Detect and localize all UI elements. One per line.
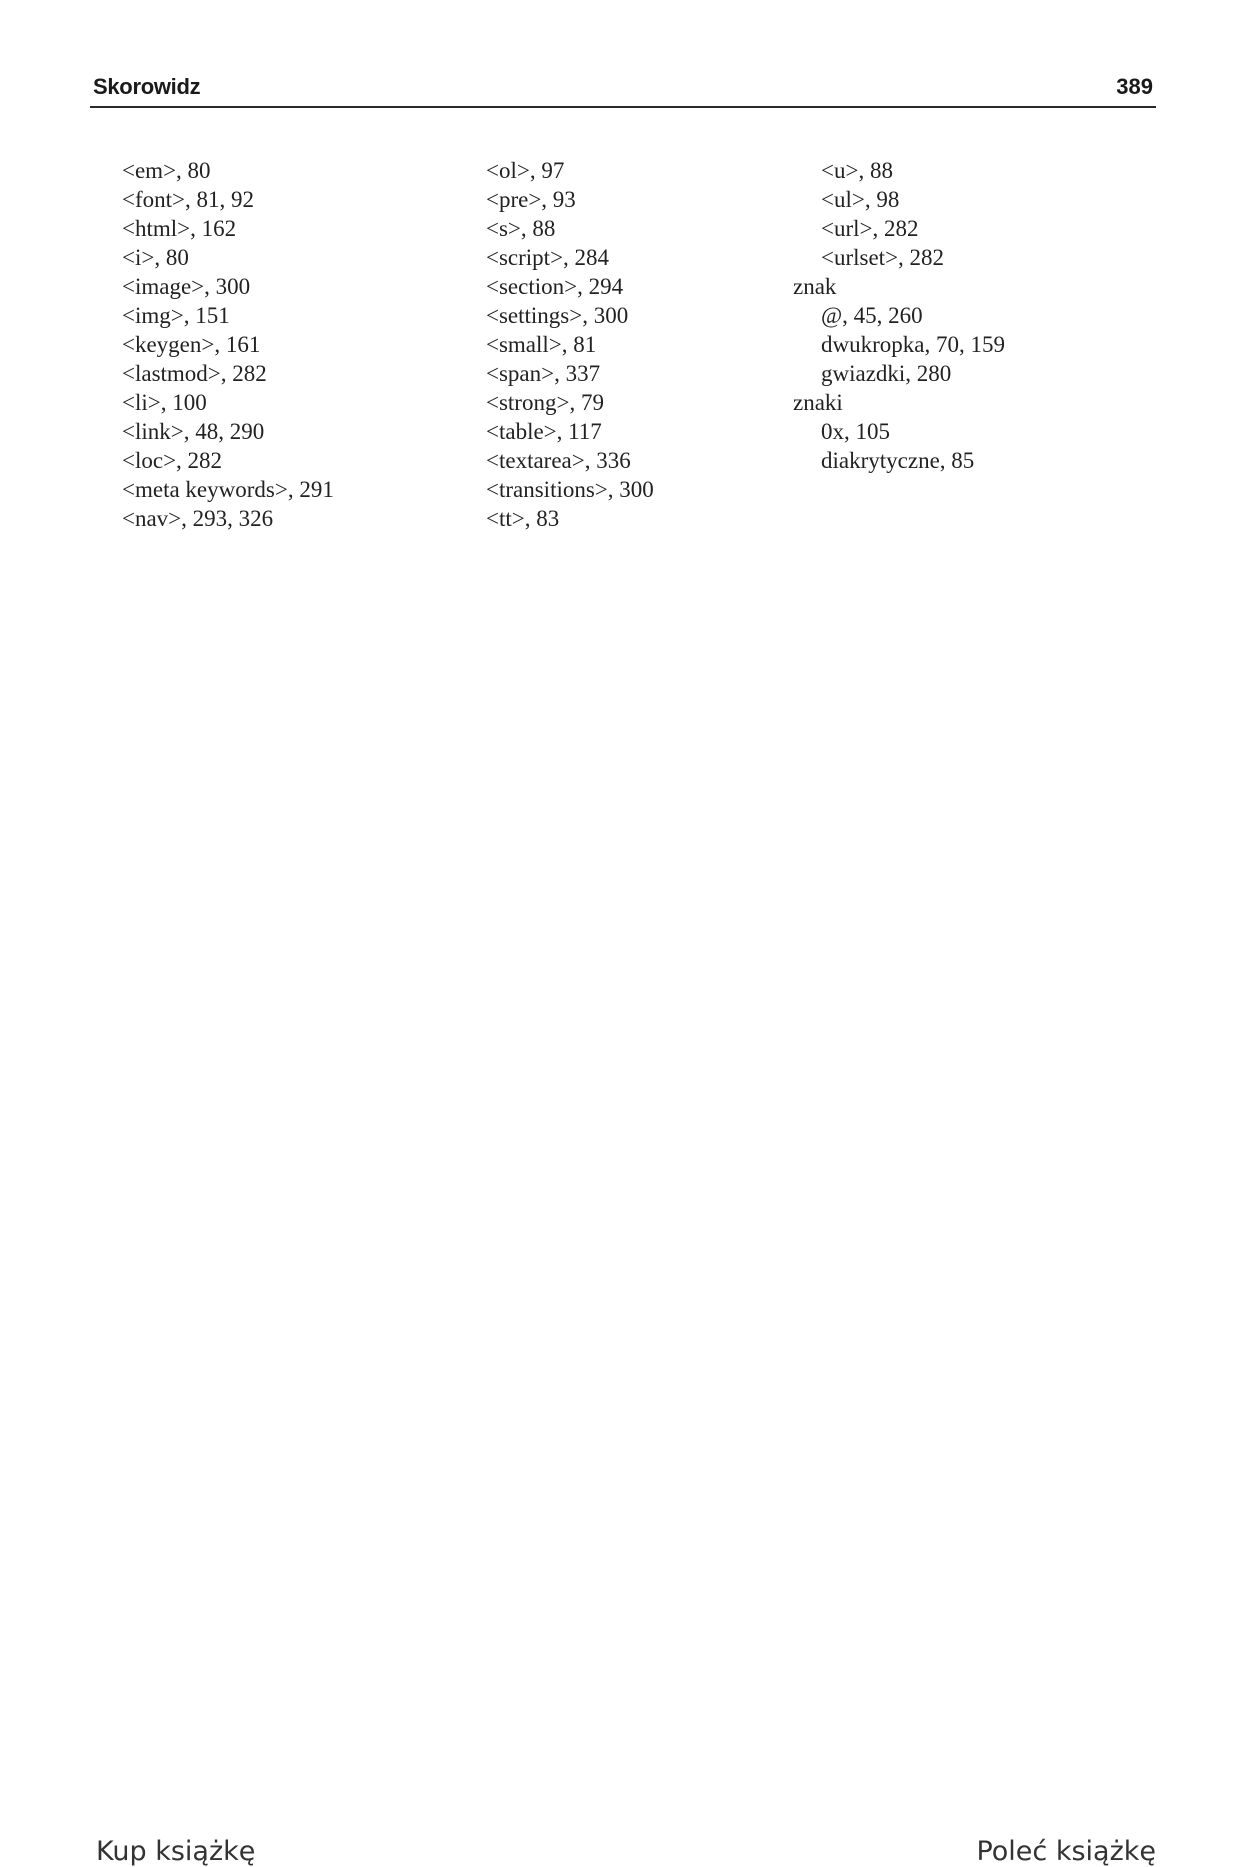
index-entry: <li>, 100	[122, 390, 207, 415]
index-entry: @, 45, 260	[821, 303, 923, 328]
index-entry: <ul>, 98	[821, 187, 900, 212]
index-entry: <html>, 162	[122, 216, 237, 241]
index-column-3	[793, 156, 1005, 475]
index-entry: <i>, 80	[122, 245, 189, 270]
index-entry: 0x, 105	[821, 419, 890, 444]
index-entry: <s>, 88	[486, 216, 556, 241]
index-entry: <strong>, 79	[486, 390, 604, 415]
index-entry: <keygen>, 161	[122, 332, 261, 357]
index-entry: <section>, 294	[486, 274, 624, 299]
index-entry: <table>, 117	[486, 419, 602, 444]
index-entry: <textarea>, 336	[486, 448, 631, 473]
index-entry: <nav>, 293, 326	[122, 506, 274, 531]
recommend-book-link[interactable]: Poleć książkę	[976, 1836, 1156, 1867]
index-entry: <url>, 282	[821, 216, 919, 241]
index-entry: <u>, 88	[821, 158, 893, 183]
index-entry: <loc>, 282	[122, 448, 223, 473]
index-entry: <transitions>, 300	[486, 477, 654, 502]
index-entry: gwiazdki, 280	[821, 361, 952, 386]
index-entry: <urlset>, 282	[821, 245, 945, 270]
index-column-1	[94, 156, 334, 533]
index-entry: diakrytyczne, 85	[821, 448, 975, 473]
index-entry: <lastmod>, 282	[122, 361, 267, 386]
index-entry: <span>, 337	[486, 361, 601, 386]
index-entry: <img>, 151	[122, 303, 230, 328]
page-number: 389	[1116, 74, 1153, 99]
index-entry: <ol>, 97	[486, 158, 565, 183]
index-entry: <tt>, 83	[486, 506, 560, 531]
index-entry: <image>, 300	[122, 274, 251, 299]
index-entry: <pre>, 93	[486, 187, 576, 212]
buy-book-link[interactable]: Kup książkę	[96, 1836, 256, 1867]
index-heading: znak	[793, 274, 837, 299]
index-entry: <link>, 48, 290	[122, 419, 265, 444]
running-header	[93, 72, 1155, 108]
index-column-2	[458, 156, 654, 533]
index-heading: znaki	[793, 390, 843, 415]
index-entry: <meta keywords>, 291	[122, 477, 334, 502]
index-entry: dwukropka, 70, 159	[821, 332, 1005, 357]
index-entry: <settings>, 300	[486, 303, 629, 328]
index-entry: <em>, 80	[122, 158, 211, 183]
index-entry: <font>, 81, 92	[122, 187, 254, 212]
index-entry: <small>, 81	[486, 332, 597, 357]
section-title: Skorowidz	[93, 74, 201, 99]
header-divider	[90, 106, 1156, 108]
index-entry: <script>, 284	[486, 245, 610, 270]
